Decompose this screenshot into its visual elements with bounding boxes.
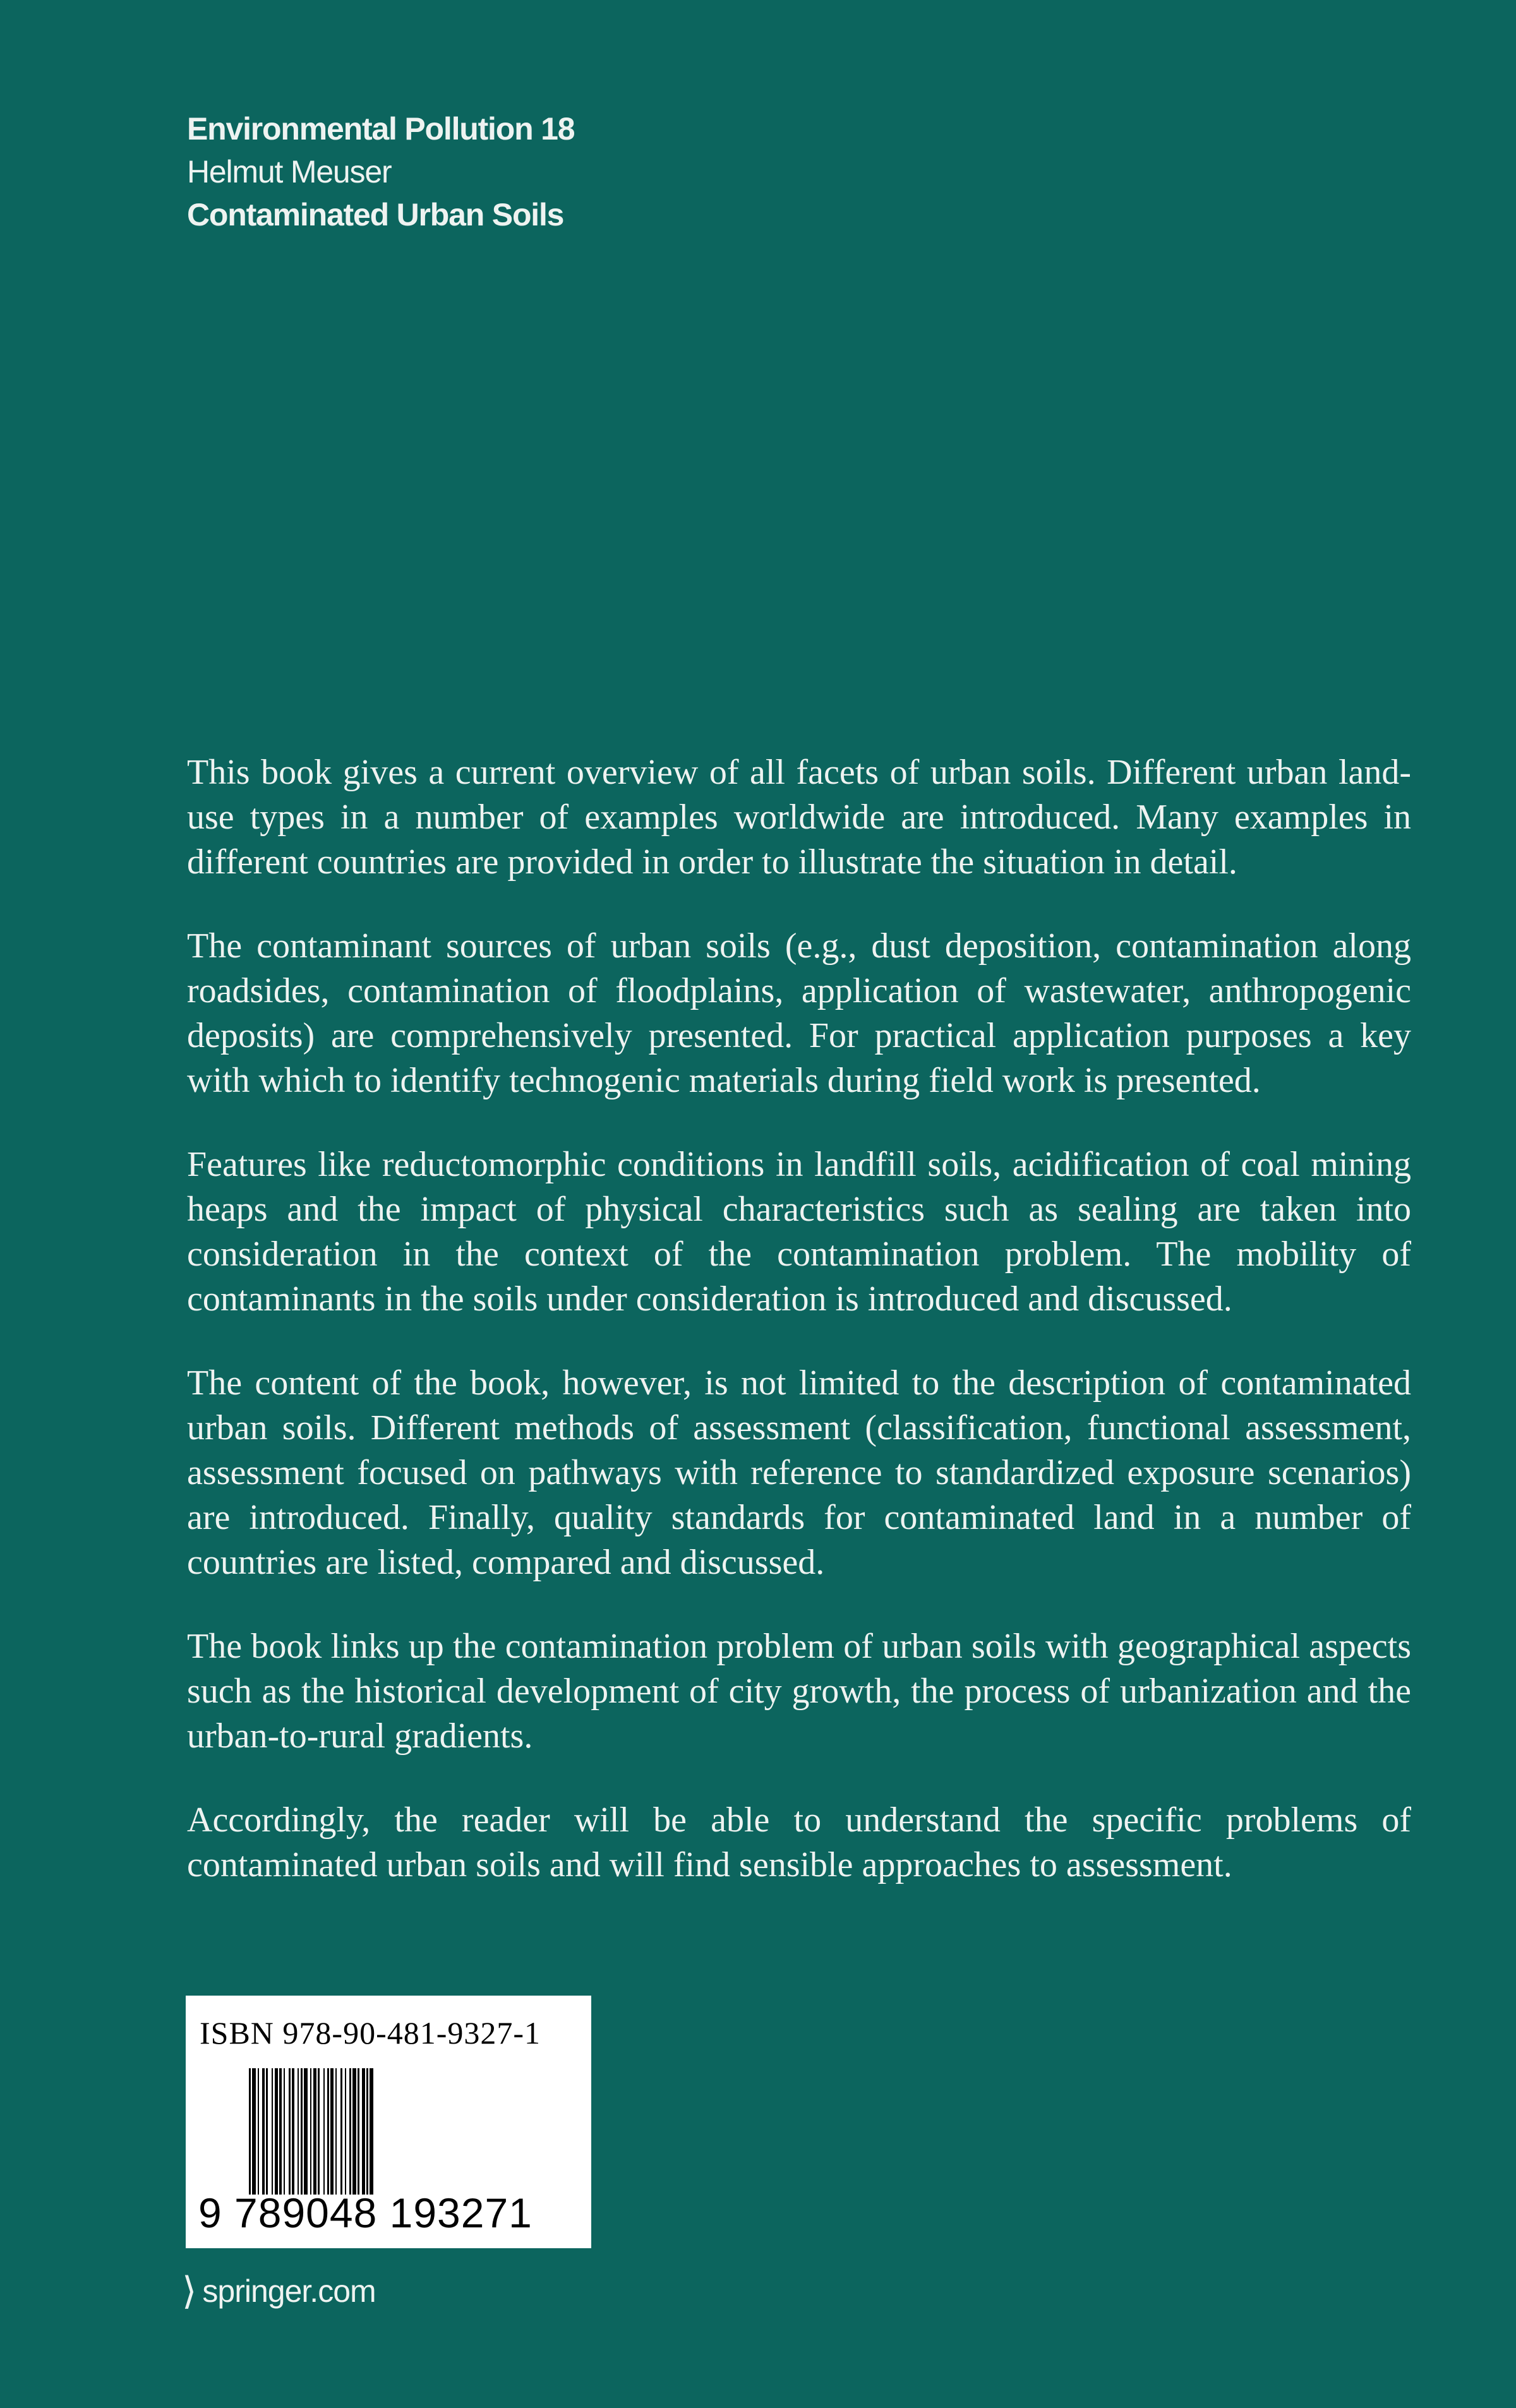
barcode-bar (340, 2068, 342, 2195)
barcode-bar (323, 2068, 325, 2195)
barcode-bar (370, 2068, 373, 2195)
barcode-bar (335, 2068, 337, 2195)
description-paragraph: The contaminant sources of urban soils (e.g., dust deposition, contamination along roadsides, contamination of floodplains, application of wastewater, anthropogenic deposits) are comprehensively presented. For practical application purposes a key with which to identify technogenic materials during field work is presented. (187, 926, 1411, 1100)
barcode-bar (298, 2068, 299, 2195)
chevron-right-icon: ⟩ (182, 2270, 196, 2312)
description-paragraph: The book links up the contamination problem of urban soils with geographical aspects such as the historical development of city growth, the process of urbanization and the urban-to-rural gradients. (187, 1627, 1411, 1756)
cover-header (187, 107, 574, 236)
barcode-bar (292, 2068, 294, 2195)
barcode-bar (252, 2068, 256, 2195)
barcode-bar (301, 2068, 303, 2195)
author-name: Helmut Meuser (187, 154, 392, 189)
barcode-bar (258, 2068, 259, 2195)
barcode-bar (352, 2068, 356, 2195)
barcode-bar (266, 2068, 268, 2195)
series-title: Environmental Pollution 18 (187, 111, 575, 147)
barcode-digits: 9 789048 193271 (198, 2189, 532, 2236)
barcode-bar (289, 2068, 291, 2195)
description-paragraph: Accordingly, the reader will be able to understand the specific problems of contaminated urban soils and will find sensible approaches to assessment. (187, 1800, 1411, 1884)
book-title: Contaminated Urban Soils (187, 197, 564, 232)
barcode-bar (272, 2068, 273, 2195)
barcode-bar (330, 2068, 334, 2195)
barcode-bar (310, 2068, 311, 2195)
publisher-link[interactable] (182, 2272, 376, 2310)
barcode-bar (362, 2068, 365, 2195)
barcode-bar (358, 2068, 359, 2195)
barcode-bar (349, 2068, 351, 2195)
isbn-label: ISBN 978-90-481-9327-1 (200, 2015, 541, 2051)
barcode-bar (284, 2068, 285, 2195)
barcode-bar (345, 2068, 346, 2195)
barcode-bar (318, 2068, 320, 2195)
description-paragraph: This book gives a current overview of all facets of urban soils. Different urban land-use types in a number of examples worldwide are introduced. Many examples in different countries are provided in order to illustrate the situation in detail. (187, 753, 1411, 882)
barcode-bars (249, 2068, 546, 2195)
isbn-barcode (186, 1996, 591, 2248)
barcode-bar (327, 2068, 329, 2195)
description-paragraph: The content of the book, however, is not limited to the description of contaminated urban soils. Different methods of assessment (classification, functional assessment, assessment focused on pathways with reference to standardized exposure scenarios) are introduced. Finally, quality standards for contaminated land in a number of countries are listed, compared and discussed. (187, 1363, 1411, 1582)
barcode-bar (304, 2068, 308, 2195)
publisher-site: springer.com (202, 2273, 376, 2309)
barcode-bar (249, 2068, 251, 2195)
barcode-bar (279, 2068, 282, 2195)
barcode-bar (313, 2068, 316, 2195)
barcode-bar (366, 2068, 368, 2195)
barcode-bar (262, 2068, 265, 2195)
description-paragraph: Features like reductomorphic conditions in landfill soils, acidification of coal mining heaps and the impact of physical characteristics such as sealing are taken into consideration in the context of the contamination problem. The mobility of contaminants in the soils under consideration is introduced and discussed. (187, 1145, 1411, 1319)
book-description (187, 750, 1411, 1927)
barcode-bar (275, 2068, 278, 2195)
